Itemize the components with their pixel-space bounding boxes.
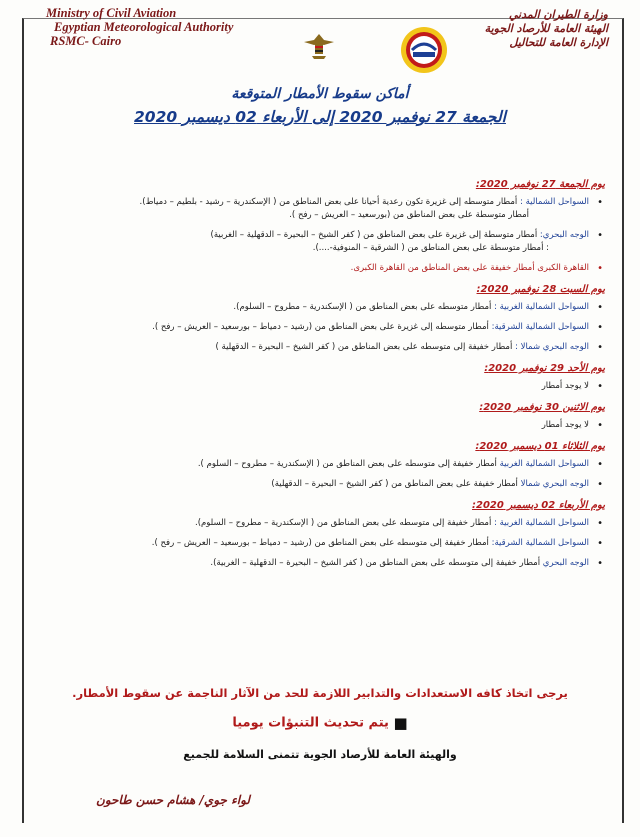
- region-label: السواحل الشمالية :: [520, 197, 589, 207]
- day-heading: يوم الجمعة 27 نوفمبر 2020:: [475, 179, 605, 190]
- meteorological-authority-seal-icon: [400, 26, 448, 74]
- header-arabic: [458, 8, 608, 50]
- list-item: [40, 262, 605, 275]
- forecast-text: أمطار خفيفة إلى متوسطه على بعض المناطق من ( الإسكندرية – مطروح – السلوم ).: [197, 459, 497, 469]
- list-item: [40, 537, 605, 550]
- forecast-text: أمطار خفيفة إلى متوسطه على بعض المناطق من (رشيد – دمياط – بورسعيد – العريش – رفح ).: [151, 538, 489, 548]
- day-heading: يوم الأربعاء 02 ديسمبر 2020:: [472, 500, 605, 511]
- header-dept-ar: الإدارة العامة للتحاليل: [509, 36, 608, 49]
- advisory-text: يرجى اتخاذ كافه الاستعدادات والتدابير اللازمة للحد من الآثار الناجمة عن سقوط الأمطار.: [72, 686, 568, 700]
- header-authority-ar: الهيئة العامة للأرصاد الجوية: [484, 22, 608, 35]
- list-item: [40, 229, 605, 255]
- region-label: الوجه البحري شمالا :: [515, 342, 589, 352]
- forecast-text: أمطار متوسطه إلى غزيرة تكون رعدية أحيانا على بعض المناطق من ( الإسكندرية – رشيد - بلطيم – دمياط).: [139, 197, 518, 207]
- region-label: الوجه البحري:: [539, 230, 589, 240]
- day-heading: يوم الأحد 29 نوفمبر 2020:: [484, 363, 605, 374]
- title-block: [0, 86, 640, 126]
- egypt-eagle-emblem-icon: [302, 30, 336, 64]
- forecast-text: القاهرة الكبرى أمطار خفيفة على بعض المناطق من القاهرة الكبرى.: [350, 263, 589, 273]
- page-subtitle: الجمعة 27 نوفمبر 2020 إلى الأربعاء 02 ديسمبر 2020: [134, 108, 506, 126]
- bullet-icon: ■: [393, 714, 408, 732]
- header-ministry-ar: وزارة الطيران المدني: [508, 8, 608, 21]
- update-notice-text: يتم تحديث التنبؤات يوميا: [232, 715, 389, 731]
- update-notice: [0, 714, 640, 732]
- region-label: الوجه البحري: [542, 558, 589, 568]
- list-item: [40, 557, 605, 570]
- signature: لواء جوي/ هشام حسن طاحون: [96, 793, 250, 807]
- forecast-text: لا يوجد أمطار: [541, 420, 589, 430]
- list-item: [40, 458, 605, 471]
- header-rsmc: RSMC- Cairo: [50, 34, 122, 48]
- header-ministry: Ministry of Civil Aviation: [46, 6, 177, 20]
- list-item: [40, 478, 605, 491]
- day-heading: يوم السبت 28 نوفمبر 2020:: [476, 284, 605, 295]
- list-item: [40, 301, 605, 314]
- region-label: السواحل الشمالية الغربية :: [494, 302, 589, 312]
- forecast-text: أمطار متوسطه إلى غزيرة على بعض المناطق من (رشيد – دمياط – بورسعيد – العريش – رفح ).: [152, 322, 489, 332]
- forecast-text: أمطار متوسطة إلى غزيرة على بعض المناطق من ( كفر الشيخ – البحيرة – الدقهلية – الغربية): [210, 230, 538, 240]
- header-english: [46, 6, 266, 48]
- list-item: [40, 517, 605, 530]
- forecast-text: أمطار متوسطة على بعض المناطق من (بورسعيد – العريش – رفح ).: [289, 210, 529, 220]
- day-heading: يوم الثلاثاء 01 ديسمبر 2020:: [475, 441, 605, 452]
- list-item: [40, 321, 605, 334]
- forecast-text: أمطار خفيفة إلى متوسطه على بعض المناطق من ( كفر الشيخ – البحيرة – الدقهلية ): [215, 342, 513, 352]
- header-authority: Egyptian Meteorological Authority: [54, 20, 234, 34]
- region-label: السواحل الشمالية الشرقية:: [491, 538, 589, 548]
- region-label: السواحل الشمالية الغربية :: [494, 518, 589, 528]
- forecast-text: : أمطار متوسطة على بعض المناطق من ( الشرقية – المنوفية-....).: [312, 243, 549, 253]
- day-heading: يوم الاثنين 30 نوفمبر 2020:: [479, 402, 605, 413]
- list-item: [40, 380, 605, 393]
- page-title: أماكن سقوط الأمطار المتوقعة: [231, 86, 409, 102]
- forecast-text: أمطار خفيفة إلى متوسطه على بعض المناطق من ( كفر الشيخ – البحيرة – الدقهلية – الغربية).: [210, 558, 541, 568]
- region-label: السواحل الشمالية الغربية: [499, 459, 589, 469]
- region-label: الوجه البحري شمالا: [520, 479, 589, 489]
- forecast-text: أمطار خفيفة إلى متوسطه على بعض المناطق من ( الإسكندرية – مطروح – السلوم).: [195, 518, 492, 528]
- list-item: [40, 341, 605, 354]
- forecast-text: أمطار متوسطه على بعض المناطق من ( الإسكندرية – مطروح – السلوم).: [233, 302, 492, 312]
- list-item: [40, 196, 605, 222]
- safety-message: والهيئة العامة للأرصاد الجوية تتمنى السلامة للجميع: [183, 748, 457, 761]
- forecast-content: [40, 170, 605, 577]
- forecast-text: لا يوجد أمطار: [541, 381, 589, 391]
- list-item: [40, 419, 605, 432]
- region-label: السواحل الشمالية الشرقية:: [491, 322, 589, 332]
- forecast-text: أمطار خفيفة على بعض المناطق من ( كفر الشيخ – البحيرة – الدقهلية): [271, 479, 518, 489]
